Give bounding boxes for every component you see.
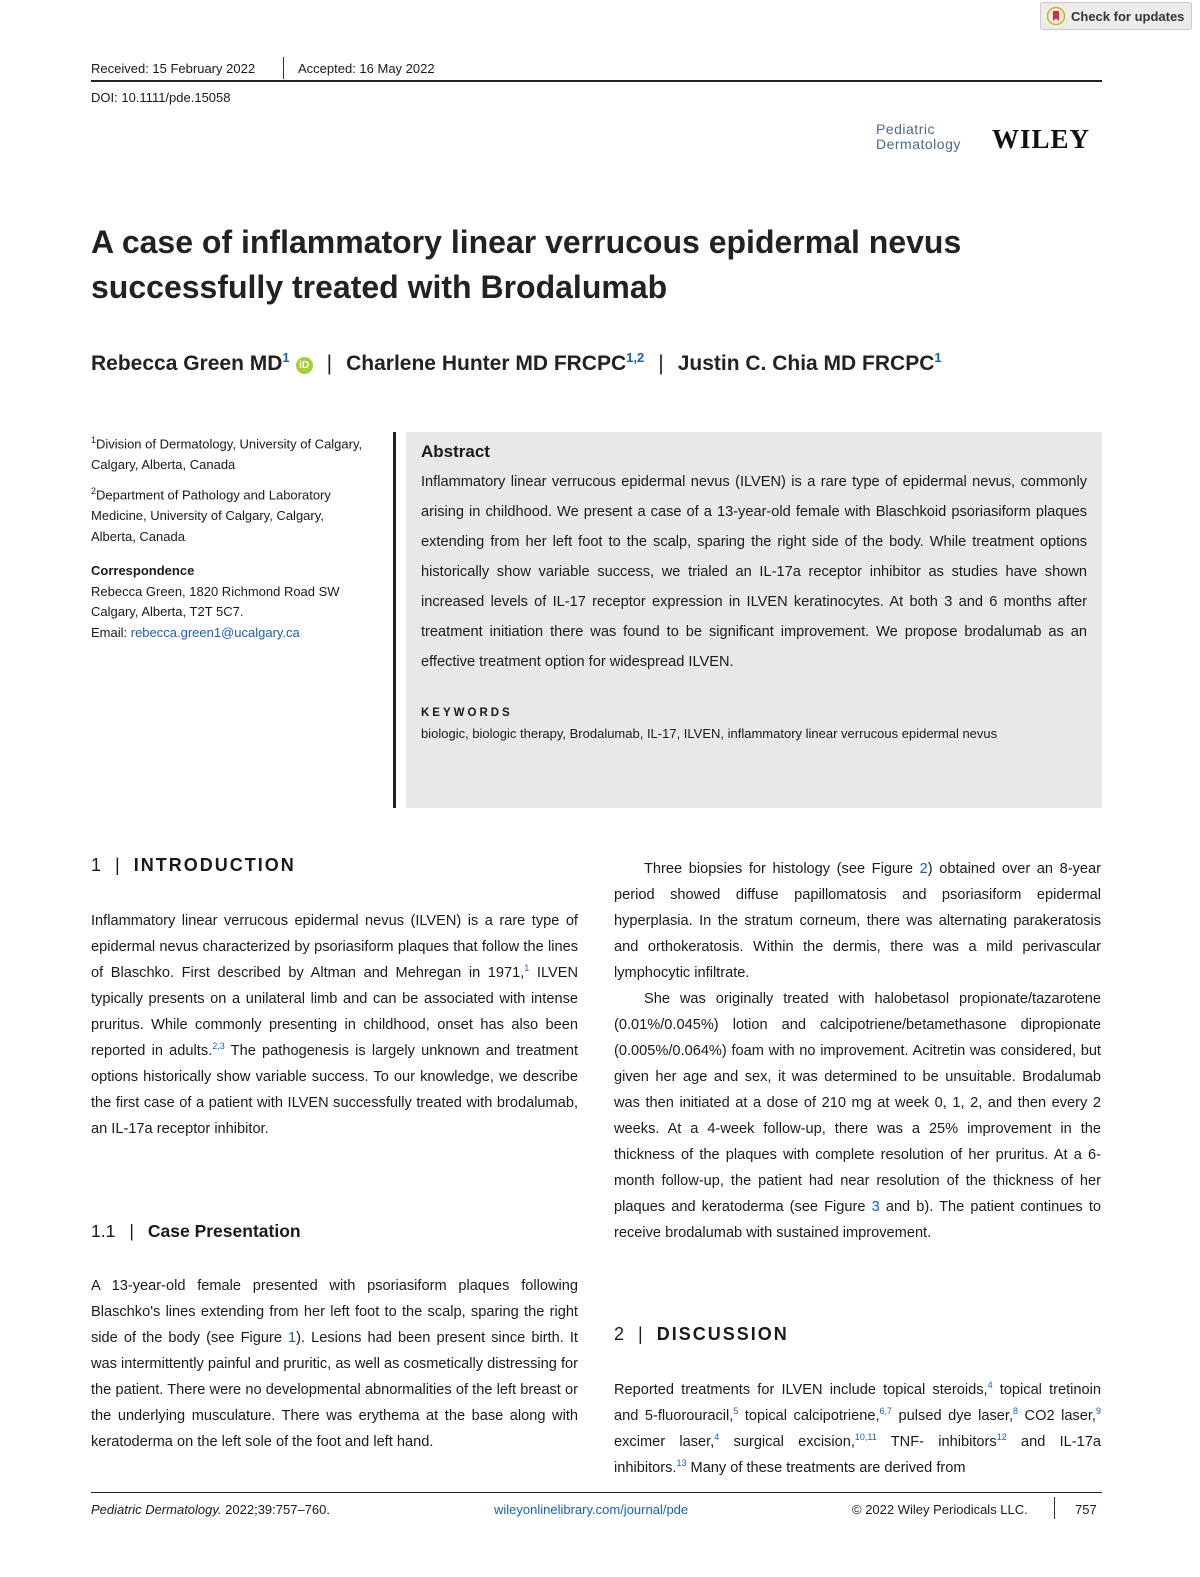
email-link[interactable]: rebecca.green1@ucalgary.ca <box>130 624 300 640</box>
author-name[interactable]: Rebecca Green MD <box>91 352 283 375</box>
correspondence-email-line: Email: rebecca.green1@ucalgary.ca <box>91 624 300 640</box>
figure-link[interactable]: 2 <box>919 861 928 877</box>
correspondence-heading: Correspondence <box>91 563 195 579</box>
case-presentation-text: A 13-year-old female presented with psoriasiform plaques following Blaschko's lines extending from her left foot to the scalp, sparing the right side of the body (see Figure 1). Lesions had been present since birth. It was intermittently painful and pruritic, as well as cosmetically distressing for the patient. There were no developmental abnormalities of the left breast or the underlying musculature. There was erythema at the base along with keratoderma on the left sole of the foot and left hand. <box>91 1278 578 1450</box>
citation-link[interactable]: 6,7 <box>879 1406 893 1417</box>
orcid-icon[interactable]: iD <box>296 357 313 374</box>
footer-citation: Pediatric Dermatology. 2022;39:757–760. <box>91 1502 330 1517</box>
copyright: © 2022 Wiley Periodicals LLC. <box>852 1502 1028 1517</box>
journal-logo <box>876 122 961 152</box>
figure-link[interactable]: 1 <box>288 1330 297 1346</box>
affiliations <box>91 430 366 643</box>
figure-link[interactable]: 3 <box>871 1199 880 1215</box>
affiliation: $^1$Division of Dermatology, University of Calgary, Calgary, Alberta, Canada <box>91 435 363 472</box>
check-for-updates-button[interactable] <box>1040 2 1192 30</box>
citation-link[interactable]: 5 <box>733 1406 739 1417</box>
citation-link[interactable]: 12 <box>996 1432 1007 1443</box>
case-continued-text: Three biopsies for histology (see Figure 2) obtained over an 8-year period showed diffuse papillomatosis and psoriasiform epidermal hyperplasia. In the stratum corneum, there was alternating parakeratosis and orthokeratosis. Within the dermis, there was a mild perivascular lymphocytic infiltrate. She was originally treated with halobetasol propionate/tazarotene (0.01%/0.045%) lotion and calcipotriene/betamethasone dipropionate (0.005%/0.064%) foam with no improvement. Acitretin was considered, but given her age and sex, it was determined to be unsuitable. Brodalumab was then initiated at a dose of 210 mg at week 0, 1, 2, and then every 2 weeks. At a 4-week follow-up, there was a 25% improvement in the thickness of the plaques with complete resolution of her pruritus. At a 6-month follow-up, the patient had near resolution of the thickness of her plaques and keratoderma (see Figure 3 and b). The patient continues to receive brodalumab with sustained improvement. <box>614 861 1101 1241</box>
discussion-text: Reported treatments for ILVEN include topical steroids,$^4$ topical tretinoin and 5-fluorouracil,$^5$ topical calcipotriene,$^{6,7}$ pulsed dye laser,$^8$ CO2 laser,$^9$ excimer laser,$^4$ surgical excision,$^{10,11}$ TNF- inhibitors$^{12}$ and IL-17a inhibitors.$^{13}$ Many of these treatments are derived from <box>614 1380 1101 1476</box>
header-rule <box>91 80 1102 82</box>
correspondence-address: Rebecca Green, 1820 Richmond Road SW <box>91 583 340 599</box>
journal-logo-line1: Pediatric <box>876 121 935 137</box>
citation-link[interactable]: 4 <box>714 1432 720 1443</box>
keywords: biologic, biologic therapy, Brodalumab, IL-17, ILVEN, inflammatory linear verrucous epidermal nevus <box>421 726 998 741</box>
citation-link[interactable]: 10,11 <box>854 1432 877 1443</box>
author-affiliation-sup: 1,2 <box>626 350 645 365</box>
author-affiliation-sup: 1 <box>282 350 290 365</box>
publisher-logo: WILEY <box>992 124 1091 154</box>
abstract-text: Inflammatory linear verrucous epidermal nevus (ILVEN) is a rare type of epidermal nevus, commonly arising in childhood. We present a case of a 13-year-old female with Blaschkoid psoriasiform plaques extending from her left foot to the scalp, sparing the right side of the body. While treatment options historically show variable success, we trialed an IL-17a receptor inhibitor as studies have shown increased levels of IL-17 receptor expression in ILVEN keratinocytes. At both 3 and 6 months after treatment initiation there was found to be significant improvement. We propose brodalumab as an effective treatment option for widespread ILVEN. <box>421 474 1087 670</box>
affiliation: $^2$Department of Pathology and Laboratory Medicine, University of Calgary, Calgary, Alberta, Canada <box>91 486 331 544</box>
section-heading-discussion: 2 | DISCUSSION <box>614 1324 789 1344</box>
abstract-heading: Abstract <box>421 442 490 461</box>
abstract-box <box>406 432 1102 808</box>
introduction-text: Inflammatory linear verrucous epidermal nevus (ILVEN) is a rare type of epidermal nevus characterized by psoriasiform plaques that follow the lines of Blaschko. First described by Altman and Mehregan in 1971,$^1$ ILVEN typically presents on a unilateral limb and can be associated with intense pruritus. While commonly presenting in childhood, onset has also been reported in adults.$^{2,3}$ The pathogenesis is largely unknown and treatment options historically show variable success. To our knowledge, we describe the first case of a patient with ILVEN successfully treated with brodalumab, an IL-17a receptor inhibitor. <box>91 913 578 1137</box>
author-divider: | <box>326 352 333 375</box>
journal-logo-line2: Dermatology <box>876 136 961 152</box>
doi: DOI: 10.1111/pde.15058 <box>91 90 231 105</box>
citation-link[interactable]: 13 <box>676 1458 687 1469</box>
author-affiliation-sup: 1 <box>934 350 942 365</box>
article-dates <box>91 59 1102 81</box>
check-for-updates-label: Check for updates <box>1071 8 1185 24</box>
abstract-rule <box>393 432 396 808</box>
journal-url-link[interactable]: wileyonlinelibrary.com/journal/pde <box>494 1502 689 1517</box>
footer-rule <box>91 1492 1102 1493</box>
citation-link[interactable]: 9 <box>1095 1406 1101 1417</box>
footer-divider <box>1054 1497 1055 1519</box>
bookmark-icon <box>1047 7 1065 25</box>
section-heading-introduction: 1 | INTRODUCTION <box>91 855 296 875</box>
subsection-heading-case-presentation: 1.1 | Case Presentation <box>91 1221 301 1241</box>
citation-link[interactable]: 8 <box>1013 1406 1019 1417</box>
article-title: A case of inflammatory linear verrucous epidermal nevus successfully treated with Brodalumab <box>91 224 962 305</box>
date-divider <box>283 57 284 79</box>
citation-link[interactable]: 2,3 <box>212 1041 225 1052</box>
keywords-heading: KEYWORDS <box>421 707 513 719</box>
citation-link[interactable]: 1 <box>524 963 530 974</box>
correspondence-city: Calgary, Alberta, T2T 5C7. <box>91 604 244 620</box>
page-number: 757 <box>1075 1502 1097 1517</box>
author-divider: | <box>658 352 664 375</box>
author-name[interactable]: Charlene Hunter MD FRCPC <box>346 352 627 375</box>
citation-link[interactable]: 4 <box>987 1380 993 1391</box>
author-name[interactable]: Justin C. Chia MD FRCPC <box>677 352 935 375</box>
received-date: Received: 15 February 2022 <box>91 61 256 76</box>
accepted-date: Accepted: 16 May 2022 <box>298 61 435 76</box>
author-list <box>91 350 942 376</box>
